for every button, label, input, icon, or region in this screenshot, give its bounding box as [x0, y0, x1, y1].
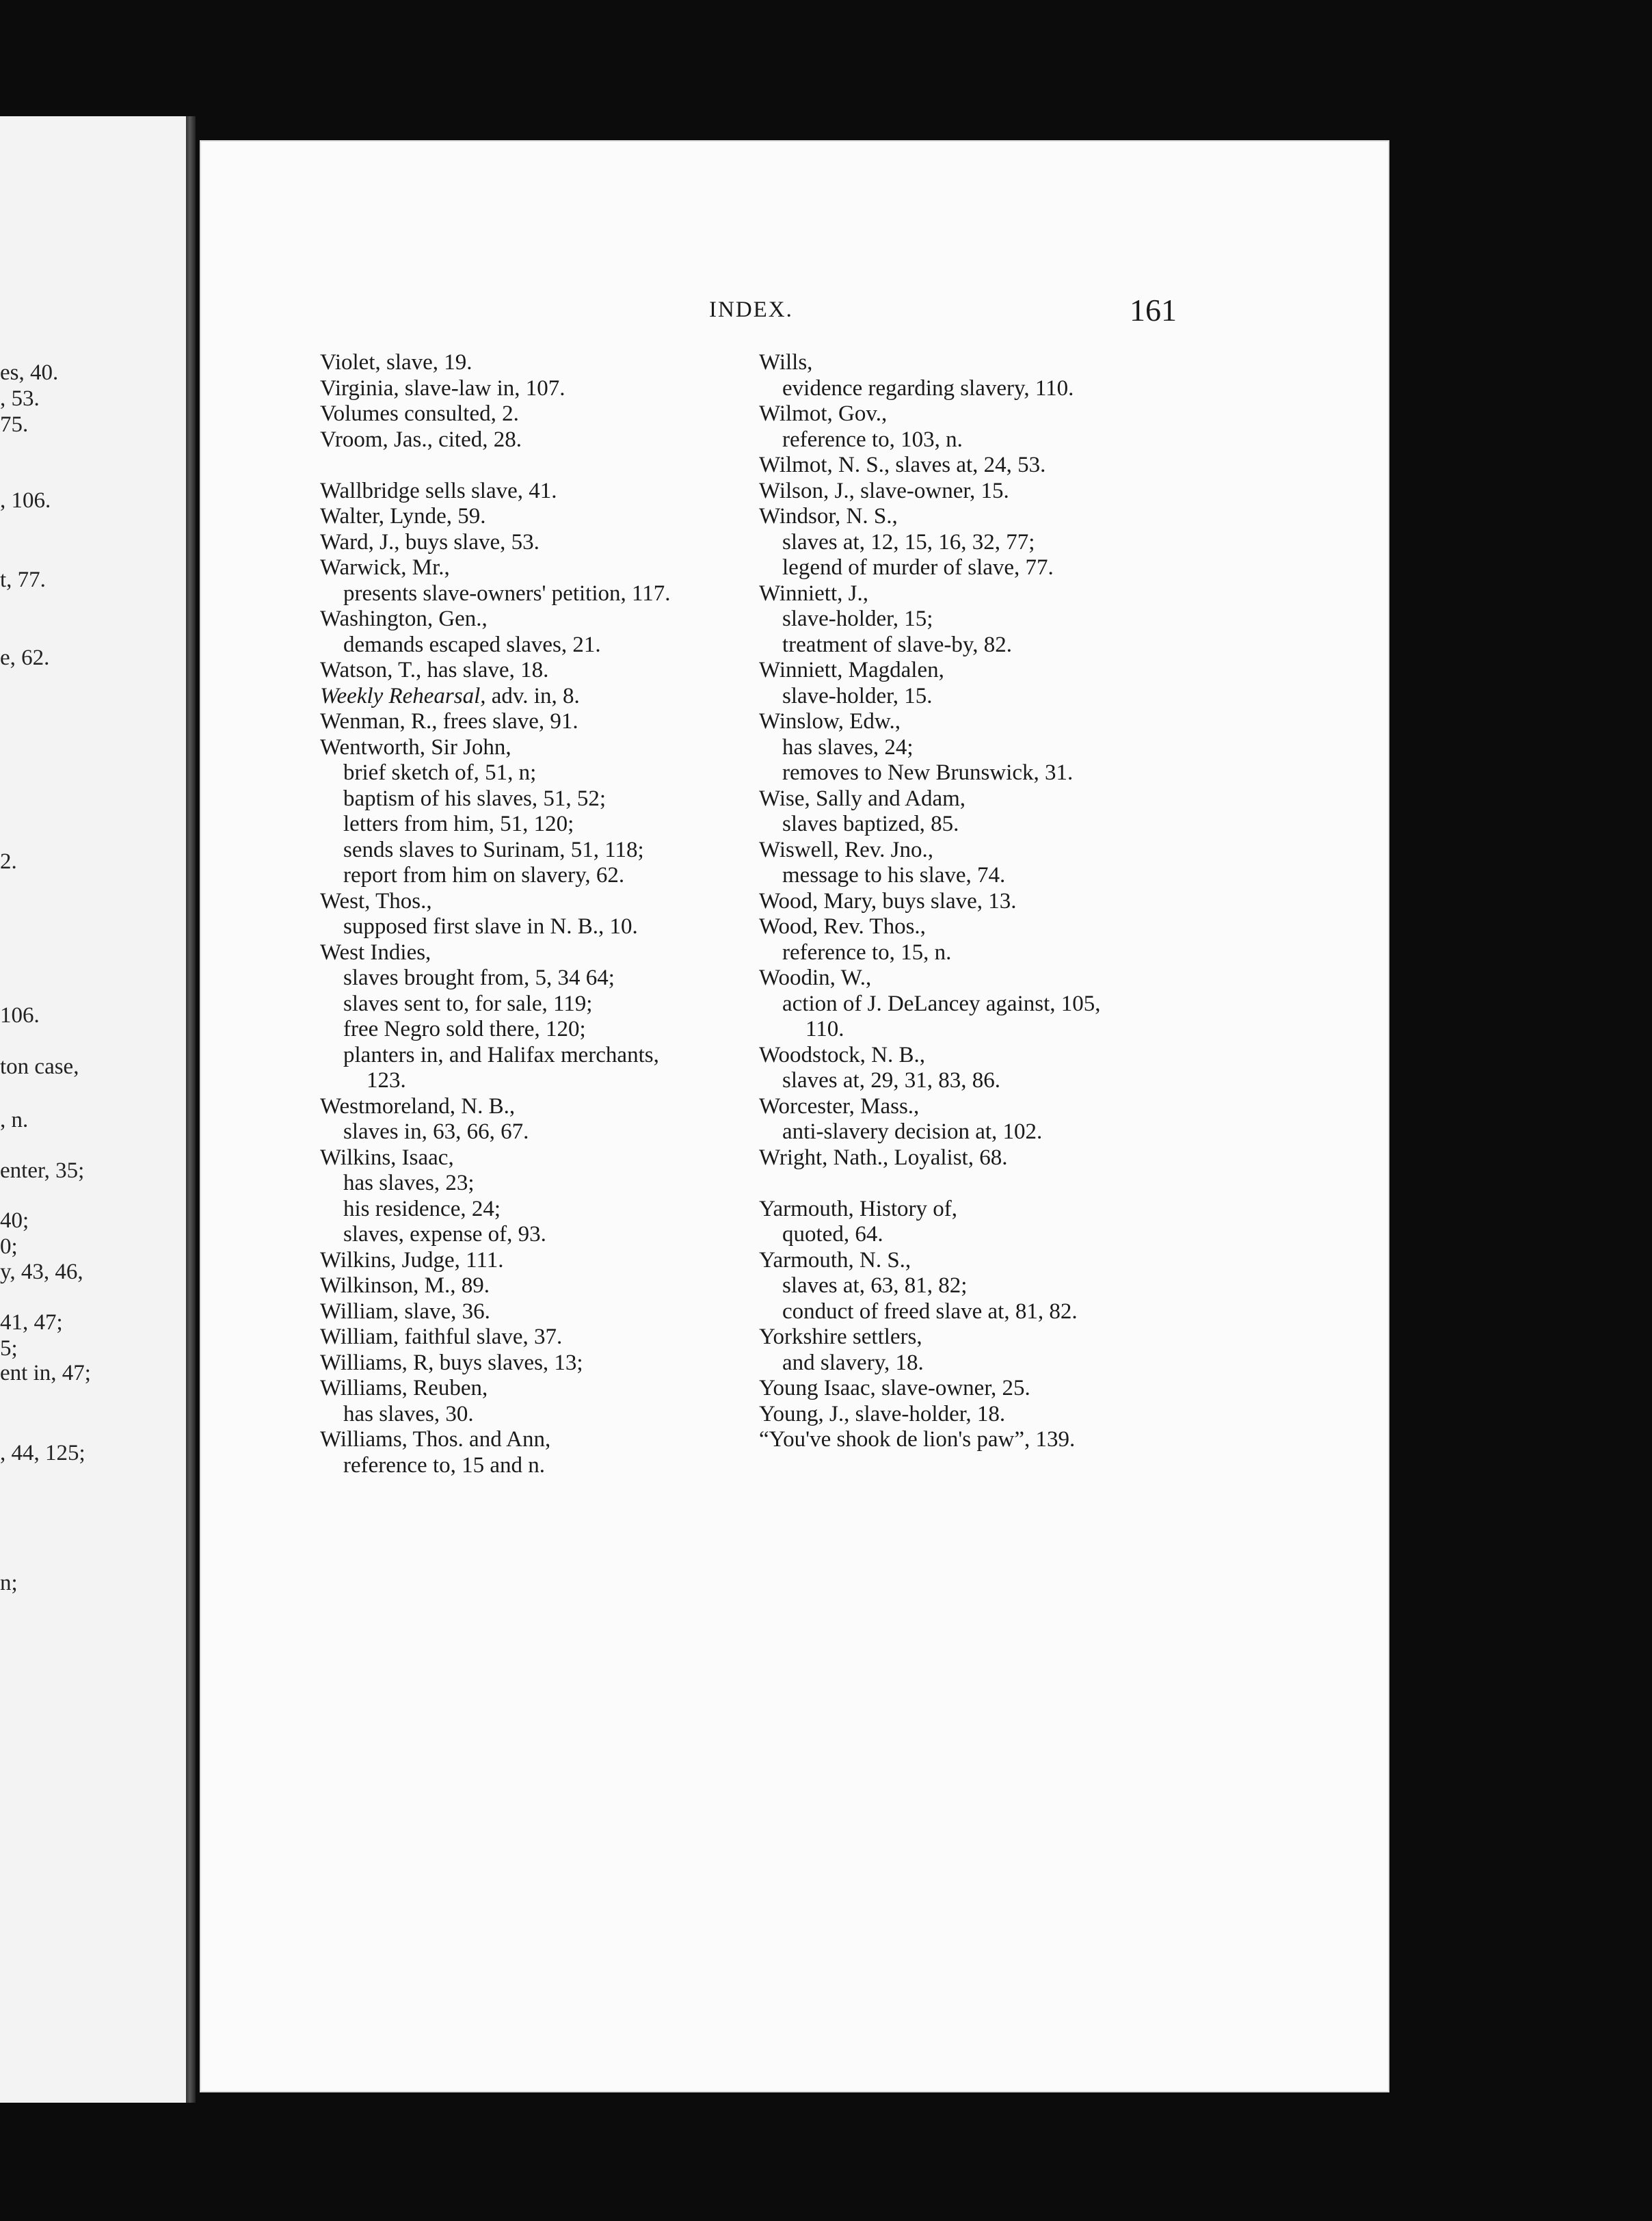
index-entry: Violet, slave, 19.	[320, 350, 472, 375]
index-entry: Wilmot, N. S., slaves at, 24, 53.	[759, 453, 1046, 477]
facing-page-text: enter, 35;	[0, 1158, 85, 1183]
index-subentry: slave-holder, 15.	[782, 683, 933, 708]
index-subentry: action of J. DeLancey against, 105,	[782, 991, 1101, 1016]
index-subentry: anti-slavery decision at, 102.	[782, 1119, 1043, 1144]
facing-page-text: e, 62.	[0, 646, 50, 670]
facing-page-text: 40;	[0, 1208, 29, 1233]
index-subentry: sends slaves to Surinam, 51, 118;	[343, 837, 644, 862]
index-entry: Vroom, Jas., cited, 28.	[320, 427, 522, 452]
index-subentry: slave-holder, 15;	[782, 607, 933, 631]
index-subentry: message to his slave, 74.	[782, 863, 1006, 888]
facing-page-text: ent in, 47;	[0, 1361, 91, 1385]
index-entry: Wilkinson, M., 89.	[320, 1273, 490, 1298]
index-entry: Westmoreland, N. B.,	[320, 1093, 516, 1119]
index-entry	[320, 684, 758, 710]
index-entry: Woodstock, N. B.,	[759, 1042, 926, 1067]
index-entry: Wiswell, Rev. Jno.,	[759, 837, 934, 862]
index-entry: West Indies,	[320, 940, 431, 965]
index-subentry: report from him on slavery, 62.	[343, 863, 625, 888]
facing-page-text: , n.	[0, 1108, 29, 1132]
index-subentry: reference to, 15, n.	[782, 940, 952, 965]
facing-page-text: y, 43, 46,	[0, 1260, 83, 1284]
index-entry: Wenman, R., frees slave, 91.	[320, 709, 578, 734]
index-entry: Walter, Lynde, 59.	[320, 504, 486, 529]
index-entry-text: adv. in, 8.	[485, 683, 580, 708]
index-entry: William, faithful slave, 37.	[320, 1325, 563, 1349]
index-subentry: slaves at, 29, 31, 83, 86.	[782, 1068, 1000, 1093]
page-number: 161	[1130, 293, 1177, 328]
index-entry: Wallbridge sells slave, 41.	[320, 478, 557, 503]
index-entry: Wentworth, Sir John,	[320, 734, 511, 760]
index-subentry: presents slave-owners' petition, 117.	[343, 581, 671, 606]
index-subentry: free Negro sold there, 120;	[343, 1017, 586, 1041]
index-subentry: planters in, and Halifax merchants,	[343, 1042, 659, 1067]
facing-page-text: , 53.	[0, 386, 40, 411]
index-entry: Wise, Sally and Adam,	[759, 786, 966, 811]
index-subentry: slaves brought from, 5, 34 64;	[343, 966, 615, 990]
facing-page-text: es, 40.	[0, 360, 59, 385]
index-subentry: slaves baptized, 85.	[782, 812, 959, 836]
facing-page-text: , 106.	[0, 488, 51, 513]
index-subentry: slaves in, 63, 66, 67.	[343, 1119, 529, 1144]
index-subentry: reference to, 103, n.	[782, 427, 963, 452]
facing-page-text: 75.	[0, 412, 29, 437]
index-subentry: 123.	[367, 1068, 406, 1093]
index-subentry: conduct of freed slave at, 81, 82.	[782, 1299, 1078, 1324]
index-subentry: has slaves, 30.	[343, 1401, 474, 1426]
index-entry: William, slave, 36.	[320, 1299, 490, 1324]
facing-page-text: 5;	[0, 1336, 18, 1361]
index-entry: Wilkins, Judge, 111.	[320, 1247, 504, 1273]
index-subentry: has slaves, 24;	[782, 734, 914, 760]
index-entry: Wood, Mary, buys slave, 13.	[759, 888, 1017, 914]
index-subentry: quoted, 64.	[782, 1222, 883, 1247]
index-subentry: treatment of slave-by, 82.	[782, 632, 1012, 657]
index-subentry: his residence, 24;	[343, 1196, 501, 1221]
index-entry: Warwick, Mr.,	[320, 555, 450, 580]
index-subentry: brief sketch of, 51, n;	[343, 760, 537, 785]
index-entry: Worcester, Mass.,	[759, 1093, 920, 1119]
index-entry: Williams, Reuben,	[320, 1376, 488, 1400]
index-subentry: evidence regarding slavery, 110.	[782, 375, 1074, 401]
index-entry: Ward, J., buys slave, 53.	[320, 529, 539, 555]
index-column-left	[320, 350, 758, 1478]
index-subentry: and slavery, 18.	[782, 1350, 924, 1375]
index-entry: Washington, Gen.,	[320, 607, 488, 631]
index-entry: Volumes consulted, 2.	[320, 401, 519, 426]
index-entry: Watson, T., has slave, 18.	[320, 658, 549, 682]
facing-page-text: n;	[0, 1571, 18, 1595]
index-entry: Winniett, Magdalen,	[759, 658, 944, 682]
index-entry: Young, J., slave-holder, 18.	[759, 1401, 1006, 1426]
index-subentry: removes to New Brunswick, 31.	[782, 760, 1074, 785]
index-entry: Wood, Rev. Thos.,	[759, 914, 926, 939]
italic-title: Weekly Rehearsal,	[320, 683, 486, 708]
index-entry: “You've shook de lion's paw”, 139.	[759, 1427, 1076, 1452]
facing-page-text: , 44, 125;	[0, 1441, 85, 1465]
index-entry: Wilkins, Isaac,	[320, 1145, 454, 1170]
index-subentry: slaves sent to, for sale, 119;	[343, 991, 593, 1016]
index-subentry: legend of murder of slave, 77.	[782, 555, 1054, 580]
facing-page-text: 106.	[0, 1003, 40, 1028]
index-subentry: slaves at, 63, 81, 82;	[782, 1273, 968, 1298]
facing-page-text: 41, 47;	[0, 1310, 63, 1335]
index-subentry: reference to, 15 and n.	[343, 1452, 546, 1478]
index-column-right	[759, 350, 1197, 1453]
index-subentry: slaves at, 12, 15, 16, 32, 77;	[782, 529, 1035, 555]
facing-page-text: 0;	[0, 1234, 18, 1259]
index-entry: Wright, Nath., Loyalist, 68.	[759, 1145, 1008, 1170]
index-entry: Virginia, slave-law in, 107.	[320, 375, 565, 401]
index-entry: Yarmouth, History of,	[759, 1196, 957, 1221]
page-header	[0, 293, 1652, 338]
running-title: INDEX.	[709, 297, 793, 322]
index-entry: Wilson, J., slave-owner, 15.	[759, 478, 1009, 503]
index-subentry: 110.	[805, 1017, 844, 1041]
facing-page-text: ton case,	[0, 1054, 79, 1079]
index-entry: Yorkshire settlers,	[759, 1325, 922, 1349]
facing-page-fragment	[0, 116, 186, 2103]
index-subentry: demands escaped slaves, 21.	[343, 632, 601, 657]
index-subentry: baptism of his slaves, 51, 52;	[343, 786, 607, 811]
index-entry: Woodin, W.,	[759, 966, 872, 990]
index-entry: Williams, R, buys slaves, 13;	[320, 1350, 583, 1375]
index-subentry: supposed first slave in N. B., 10.	[343, 914, 638, 939]
index-subentry: slaves, expense of, 93.	[343, 1222, 546, 1247]
index-entry: Yarmouth, N. S.,	[759, 1247, 911, 1273]
index-entry: Wills,	[759, 350, 813, 375]
index-entry: Winniett, J.,	[759, 581, 868, 606]
index-entry: Winslow, Edw.,	[759, 709, 901, 734]
index-entry: Windsor, N. S.,	[759, 504, 898, 529]
index-subentry: has slaves, 23;	[343, 1171, 475, 1195]
index-entry: Young Isaac, slave-owner, 25.	[759, 1376, 1030, 1400]
facing-page-text: t, 77.	[0, 568, 46, 592]
page-gutter	[186, 116, 196, 2103]
index-entry: Wilmot, Gov.,	[759, 401, 888, 426]
facing-page-text: 2.	[0, 849, 17, 874]
index-subentry: letters from him, 51, 120;	[343, 812, 574, 836]
index-entry: Williams, Thos. and Ann,	[320, 1427, 551, 1452]
index-entry: West, Thos.,	[320, 888, 432, 914]
